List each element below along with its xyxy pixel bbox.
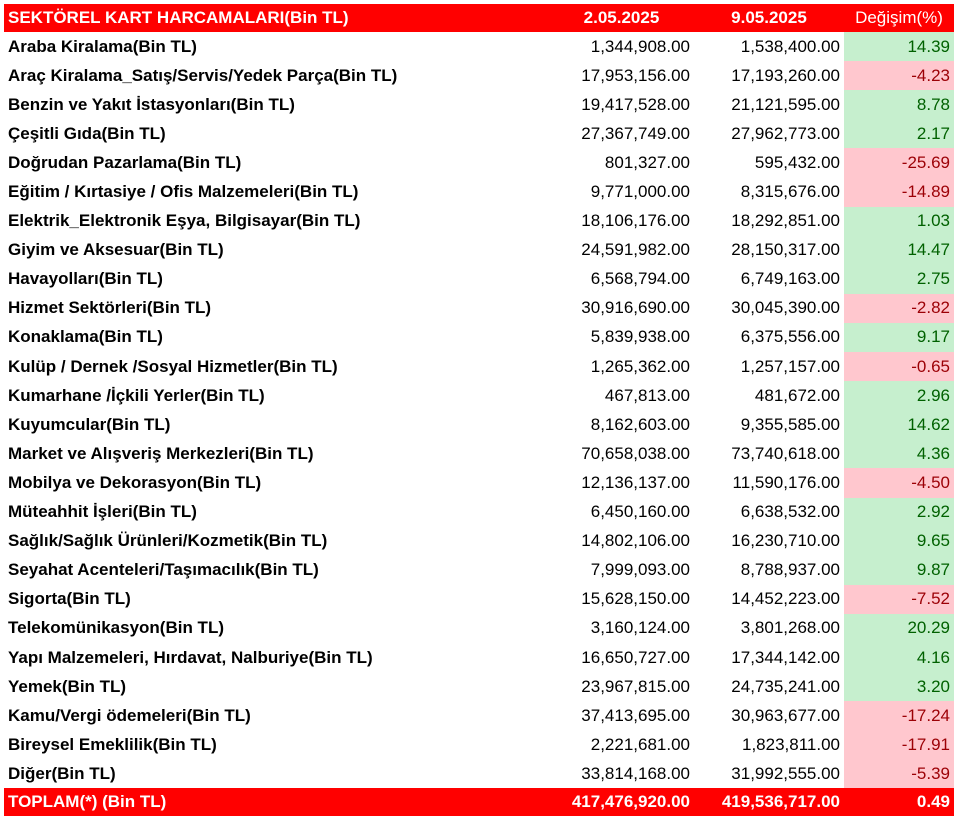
value-date-1: 3,160,124.00 <box>590 618 690 638</box>
value-date-2: 481,672.00 <box>754 385 840 405</box>
sector-name: Yemek(Bin TL) <box>8 676 127 696</box>
value-date-1: 18,106,176.00 <box>581 211 690 231</box>
header-date-1: 2.05.2025 <box>549 4 694 32</box>
value-date-1: 19,417,528.00 <box>581 94 690 114</box>
table-row <box>4 468 954 497</box>
table-row <box>4 236 954 265</box>
sector-name: Çeşitli Gıda(Bin TL) <box>8 123 166 143</box>
table-row <box>4 498 954 527</box>
value-date-2: 595,432.00 <box>754 152 840 172</box>
sector-name: Sigorta(Bin TL) <box>8 589 131 609</box>
table-row <box>4 410 954 439</box>
value-date-2: 6,375,556.00 <box>740 327 840 347</box>
table-row <box>4 294 954 323</box>
value-date-2: 1,538,400.00 <box>740 36 840 56</box>
value-date-1: 2,221,681.00 <box>590 734 690 754</box>
value-date-1: 467,813.00 <box>604 385 690 405</box>
sector-name: Market ve Alışveriş Merkezleri(Bin TL) <box>8 443 314 463</box>
sector-name: Mobilya ve Dekorasyon(Bin TL) <box>8 472 262 492</box>
value-date-2: 6,638,532.00 <box>740 502 840 522</box>
total-row <box>4 788 954 816</box>
sector-name: Telekomünikasyon(Bin TL) <box>8 618 224 638</box>
table-row <box>4 32 954 61</box>
value-date-1: 5,839,938.00 <box>590 327 690 347</box>
change-percent: 14.62 <box>844 410 954 439</box>
total-value-2: 419,536,717.00 <box>694 788 844 816</box>
sector-name: Seyahat Acenteleri/Taşımacılık(Bin TL) <box>8 560 319 580</box>
value-date-1: 12,136,137.00 <box>581 472 690 492</box>
value-date-2: 14,452,223.00 <box>731 589 840 609</box>
value-date-1: 6,450,160.00 <box>590 502 690 522</box>
value-date-1: 15,628,150.00 <box>581 589 690 609</box>
change-percent: 4.36 <box>844 439 954 468</box>
table-row <box>4 439 954 468</box>
table-row <box>4 323 954 352</box>
value-date-1: 16,650,727.00 <box>581 647 690 667</box>
change-percent: -17.91 <box>844 730 954 759</box>
value-date-2: 30,045,390.00 <box>731 298 840 318</box>
change-percent: 14.47 <box>844 236 954 265</box>
change-percent: -7.52 <box>844 585 954 614</box>
table-row <box>4 352 954 381</box>
sector-name: Elektrik_Elektronik Eşya, Bilgisayar(Bin TL) <box>8 211 361 231</box>
total-change: 0.49 <box>844 788 954 816</box>
sector-spending-table <box>4 4 954 816</box>
value-date-2: 16,230,710.00 <box>731 531 840 551</box>
table-row <box>4 265 954 294</box>
value-date-2: 27,962,773.00 <box>731 123 840 143</box>
sector-name: Kuyumcular(Bin TL) <box>8 414 171 434</box>
value-date-2: 17,344,142.00 <box>731 647 840 667</box>
change-percent: 9.87 <box>844 556 954 585</box>
change-percent: 4.16 <box>844 643 954 672</box>
table-row <box>4 585 954 614</box>
value-date-1: 14,802,106.00 <box>581 531 690 551</box>
change-percent: -2.82 <box>844 294 954 323</box>
value-date-2: 30,963,677.00 <box>731 705 840 725</box>
value-date-1: 9,771,000.00 <box>590 182 690 202</box>
sector-name: Giyim ve Aksesuar(Bin TL) <box>8 240 224 260</box>
change-percent: -14.89 <box>844 177 954 206</box>
value-date-1: 37,413,695.00 <box>581 705 690 725</box>
value-date-1: 23,967,815.00 <box>581 676 690 696</box>
value-date-1: 1,265,362.00 <box>590 356 690 376</box>
value-date-2: 18,292,851.00 <box>731 211 840 231</box>
table-row <box>4 90 954 119</box>
table-row <box>4 556 954 585</box>
sector-name: Benzin ve Yakıt İstasyonları(Bin TL) <box>8 94 295 114</box>
total-label: TOPLAM(*) (Bin TL) <box>4 788 549 816</box>
value-date-2: 1,257,157.00 <box>740 356 840 376</box>
value-date-2: 6,749,163.00 <box>740 269 840 289</box>
value-date-1: 33,814,168.00 <box>581 763 690 783</box>
table-row <box>4 527 954 556</box>
value-date-2: 17,193,260.00 <box>731 65 840 85</box>
table-row <box>4 148 954 177</box>
value-date-1: 1,344,908.00 <box>590 36 690 56</box>
table-row <box>4 207 954 236</box>
change-percent: 9.17 <box>844 323 954 352</box>
table-row <box>4 672 954 701</box>
sector-name: Bireysel Emeklilik(Bin TL) <box>8 734 217 754</box>
value-date-2: 21,121,595.00 <box>731 94 840 114</box>
sector-name: Konaklama(Bin TL) <box>8 327 163 347</box>
change-percent: -5.39 <box>844 759 954 788</box>
change-percent: -0.65 <box>844 352 954 381</box>
change-percent: 2.96 <box>844 381 954 410</box>
value-date-2: 1,823,811.00 <box>742 734 840 754</box>
table-footer <box>4 788 954 816</box>
sector-name: Doğrudan Pazarlama(Bin TL) <box>8 152 242 172</box>
value-date-1: 7,999,093.00 <box>590 560 690 580</box>
value-date-2: 11,590,176.00 <box>732 472 840 492</box>
change-percent: 9.65 <box>844 527 954 556</box>
sector-name: Kulüp / Dernek /Sosyal Hizmetler(Bin TL) <box>8 356 338 376</box>
change-percent: 20.29 <box>844 614 954 643</box>
sector-name: Müteahhit İşleri(Bin TL) <box>8 502 197 522</box>
value-date-2: 9,355,585.00 <box>740 414 840 434</box>
value-date-2: 28,150,317.00 <box>731 240 840 260</box>
sector-name: Havayolları(Bin TL) <box>8 269 163 289</box>
value-date-1: 801,327.00 <box>604 152 690 172</box>
header-date-2: 9.05.2025 <box>694 4 844 32</box>
change-percent: -17.24 <box>844 701 954 730</box>
value-date-1: 30,916,690.00 <box>581 298 690 318</box>
header-row <box>4 4 954 32</box>
value-date-2: 8,788,937.00 <box>740 560 840 580</box>
sector-name: Yapı Malzemeleri, Hırdavat, Nalburiye(Bin TL) <box>8 647 373 667</box>
table-row <box>4 119 954 148</box>
sector-name: Kumarhane /İçkili Yerler(Bin TL) <box>8 385 265 405</box>
change-percent: -4.23 <box>844 61 954 90</box>
table-row <box>4 701 954 730</box>
table-row <box>4 61 954 90</box>
table-row <box>4 177 954 206</box>
header-title: SEKTÖREL KART HARCAMALARI(Bin TL) <box>4 4 549 32</box>
change-percent: 2.92 <box>844 498 954 527</box>
sector-name: Kamu/Vergi ödemeleri(Bin TL) <box>8 705 251 725</box>
change-percent: 2.17 <box>844 119 954 148</box>
value-date-1: 6,568,794.00 <box>590 269 690 289</box>
value-date-1: 27,367,749.00 <box>581 123 690 143</box>
sector-name: Diğer(Bin TL) <box>8 763 116 783</box>
value-date-2: 8,315,676.00 <box>740 182 840 202</box>
change-percent: -25.69 <box>844 148 954 177</box>
table-row <box>4 614 954 643</box>
table-body <box>4 32 954 788</box>
change-percent: 3.20 <box>844 672 954 701</box>
value-date-2: 73,740,618.00 <box>731 443 840 463</box>
value-date-1: 17,953,156.00 <box>581 65 690 85</box>
change-percent: -4.50 <box>844 468 954 497</box>
change-percent: 1.03 <box>844 207 954 236</box>
sector-name: Sağlık/Sağlık Ürünleri/Kozmetik(Bin TL) <box>8 531 328 551</box>
spending-table-sheet <box>4 4 954 816</box>
value-date-1: 70,658,038.00 <box>581 443 690 463</box>
value-date-2: 31,992,555.00 <box>731 763 840 783</box>
value-date-2: 24,735,241.00 <box>731 676 840 696</box>
sector-name: Araba Kiralama(Bin TL) <box>8 36 197 56</box>
table-row <box>4 730 954 759</box>
header-change: Değişim(%) <box>844 4 954 32</box>
sector-name: Eğitim / Kırtasiye / Ofis Malzemeleri(Bin TL) <box>8 182 359 202</box>
total-value-1: 417,476,920.00 <box>549 788 694 816</box>
value-date-1: 24,591,982.00 <box>581 240 690 260</box>
sector-name: Hizmet Sektörleri(Bin TL) <box>8 298 212 318</box>
sector-name: Araç Kiralama_Satış/Servis/Yedek Parça(Bin TL) <box>8 65 398 85</box>
change-percent: 8.78 <box>844 90 954 119</box>
value-date-2: 3,801,268.00 <box>740 618 840 638</box>
change-percent: 14.39 <box>844 32 954 61</box>
table-row <box>4 381 954 410</box>
table-header <box>4 4 954 32</box>
change-percent: 2.75 <box>844 265 954 294</box>
table-row <box>4 643 954 672</box>
table-row <box>4 759 954 788</box>
value-date-1: 8,162,603.00 <box>590 414 690 434</box>
